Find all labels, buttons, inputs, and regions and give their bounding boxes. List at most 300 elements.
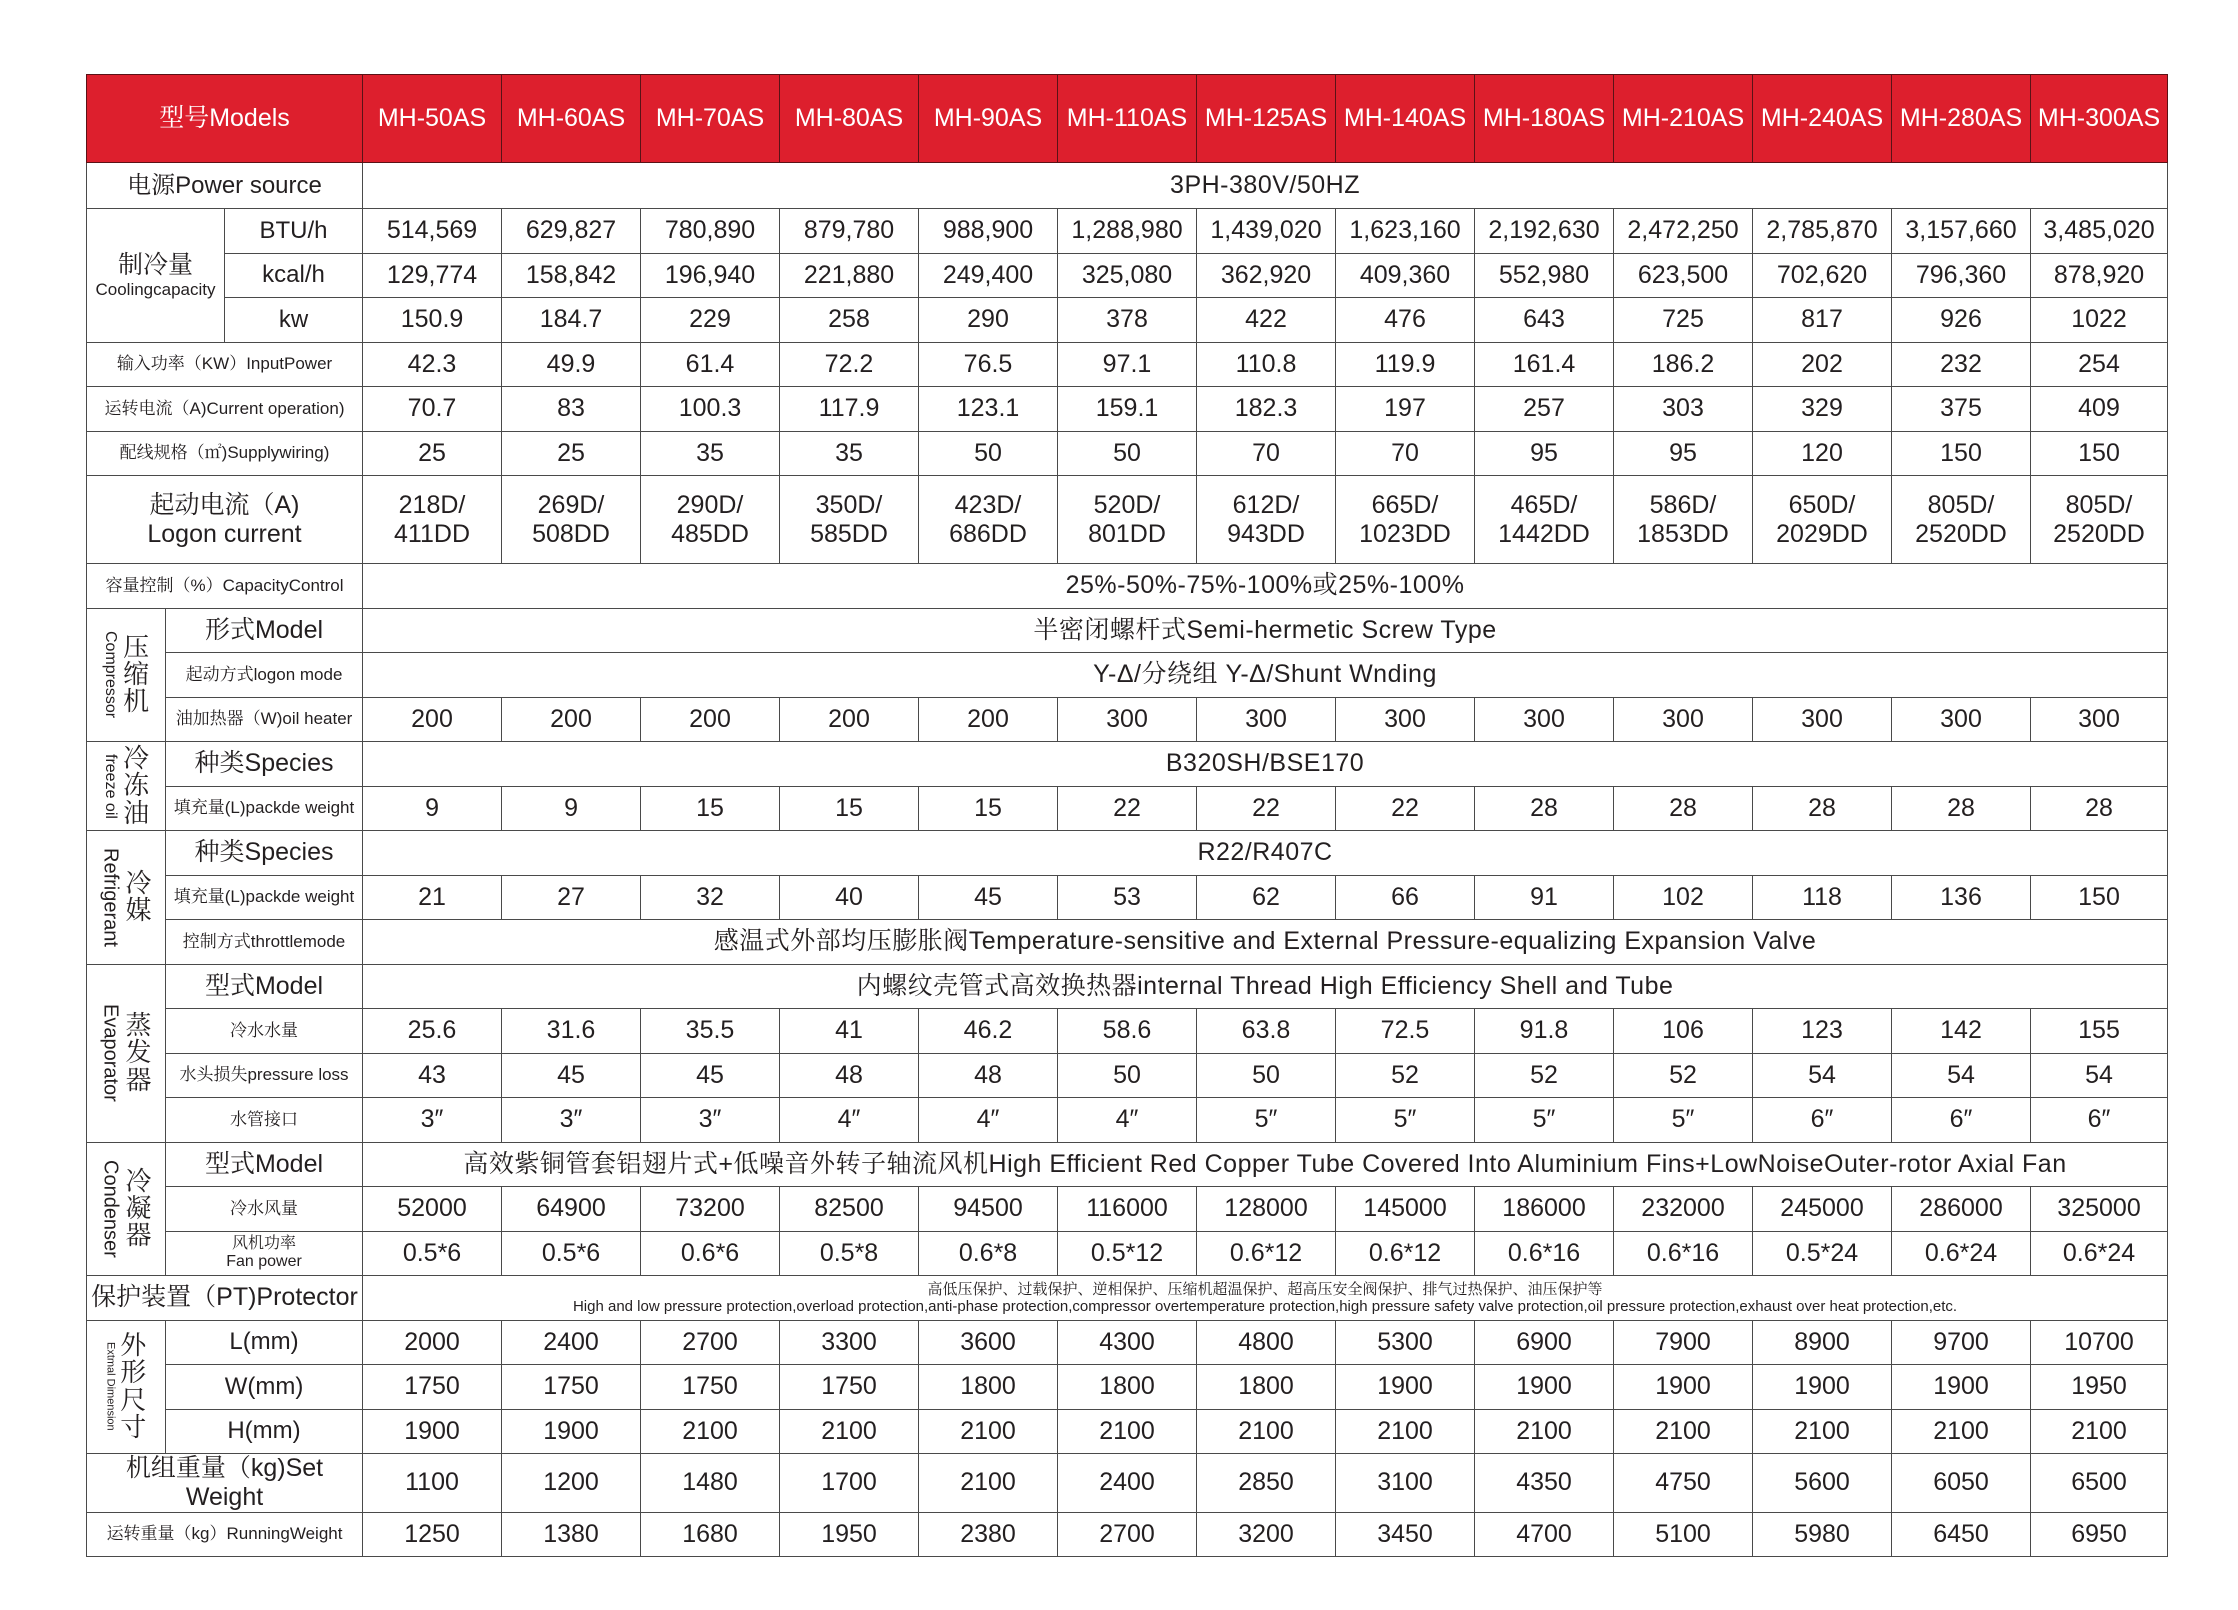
condenser-group-wrap xyxy=(87,1143,165,1276)
pressure-loss-value: 45 xyxy=(502,1053,641,1098)
pipe-value: 5″ xyxy=(1197,1098,1336,1143)
table-row xyxy=(87,1098,2168,1143)
oil-weight-label: 填充量(L)packde weight xyxy=(166,786,363,831)
table-row xyxy=(87,964,2168,1009)
water-flow-value: 123 xyxy=(1753,1009,1892,1054)
logon-current-value xyxy=(1753,476,1892,564)
fan-power-value: 0.6*6 xyxy=(641,1231,780,1276)
table-row xyxy=(87,1454,2168,1513)
current-operation-value: 123.1 xyxy=(919,387,1058,432)
set-weight-value: 1100 xyxy=(363,1454,502,1513)
logon-current-value xyxy=(641,476,780,564)
pipe-value: 3″ xyxy=(502,1098,641,1143)
water-flow-value: 58.6 xyxy=(1058,1009,1197,1054)
pressure-loss-value: 54 xyxy=(1753,1053,1892,1098)
air-flow-value: 145000 xyxy=(1336,1187,1475,1232)
kcal-value: 796,360 xyxy=(1892,253,2031,298)
refrigerant-weight-value: 40 xyxy=(780,875,919,920)
evaporator-group-wrap xyxy=(87,965,165,1142)
current-operation-value: 329 xyxy=(1753,387,1892,432)
model-header: MH-180AS xyxy=(1475,75,1614,163)
logon-current-value xyxy=(1197,476,1336,564)
running-weight-value: 3450 xyxy=(1336,1512,1475,1557)
current-operation-value: 159.1 xyxy=(1058,387,1197,432)
logon-current-bottom: 508DD xyxy=(532,519,610,548)
set-weight-value: 2850 xyxy=(1197,1454,1336,1513)
length-value: 5300 xyxy=(1336,1320,1475,1365)
model-header: MH-110AS xyxy=(1058,75,1197,163)
air-flow-value: 116000 xyxy=(1058,1187,1197,1232)
refrigerant-weight-label: 填充量(L)packde weight xyxy=(166,875,363,920)
width-value: 1750 xyxy=(502,1365,641,1410)
input-power-value: 97.1 xyxy=(1058,342,1197,387)
supply-wiring-value: 70 xyxy=(1197,431,1336,476)
compressor-label-cn: 压缩机 xyxy=(123,631,150,717)
running-weight-value: 3200 xyxy=(1197,1512,1336,1557)
width-value: 1900 xyxy=(1336,1365,1475,1410)
pipe-value: 3″ xyxy=(363,1098,502,1143)
oil-heater-value: 300 xyxy=(1197,697,1336,742)
water-flow-value: 35.5 xyxy=(641,1009,780,1054)
kw-value: 422 xyxy=(1197,298,1336,343)
table-row xyxy=(87,786,2168,831)
input-power-value: 42.3 xyxy=(363,342,502,387)
refrigerant-weight-value: 53 xyxy=(1058,875,1197,920)
fan-power-value: 0.5*6 xyxy=(363,1231,502,1276)
btu-value: 879,780 xyxy=(780,209,919,254)
fan-power-value: 0.5*12 xyxy=(1058,1231,1197,1276)
btu-value: 3,157,660 xyxy=(1892,209,2031,254)
width-value: 1900 xyxy=(1475,1365,1614,1410)
freeze-oil-label-cn: 冷冻油 xyxy=(123,743,150,828)
length-value: 7900 xyxy=(1614,1320,1753,1365)
oil-weight-value: 9 xyxy=(363,786,502,831)
air-flow-value: 245000 xyxy=(1753,1187,1892,1232)
current-operation-value: 303 xyxy=(1614,387,1753,432)
height-value: 2100 xyxy=(1058,1409,1197,1454)
kcal-label: kcal/h xyxy=(225,253,363,298)
oil-heater-value: 300 xyxy=(1058,697,1197,742)
width-value: 1800 xyxy=(919,1365,1058,1410)
logon-current-bottom: 585DD xyxy=(810,519,888,548)
table-row xyxy=(87,431,2168,476)
supply-wiring-value: 150 xyxy=(1892,431,2031,476)
kw-value: 1022 xyxy=(2031,298,2168,343)
length-value: 8900 xyxy=(1753,1320,1892,1365)
running-weight-value: 6950 xyxy=(2031,1512,2168,1557)
model-header: MH-80AS xyxy=(780,75,919,163)
table-row xyxy=(87,342,2168,387)
length-value: 2000 xyxy=(363,1320,502,1365)
pipe-value: 5″ xyxy=(1336,1098,1475,1143)
length-value: 2400 xyxy=(502,1320,641,1365)
fan-power-value: 0.6*16 xyxy=(1475,1231,1614,1276)
btu-label: BTU/h xyxy=(225,209,363,254)
height-label: H(mm) xyxy=(166,1409,363,1454)
logon-current-bottom: 2520DD xyxy=(2053,519,2145,548)
input-power-value: 61.4 xyxy=(641,342,780,387)
water-flow-value: 106 xyxy=(1614,1009,1753,1054)
running-weight-label: 运转重量（kg）RunningWeight xyxy=(87,1512,363,1557)
height-value: 2100 xyxy=(1475,1409,1614,1454)
oil-weight-value: 28 xyxy=(1475,786,1614,831)
refrigerant-weight-value: 150 xyxy=(2031,875,2168,920)
input-power-value: 119.9 xyxy=(1336,342,1475,387)
logon-current-top: 650D/ xyxy=(1788,490,1856,519)
kw-value: 150.9 xyxy=(363,298,502,343)
compressor-model-value: 半密闭螺杆式Semi-hermetic Screw Type xyxy=(363,608,2168,653)
current-operation-value: 375 xyxy=(1892,387,2031,432)
running-weight-value: 4700 xyxy=(1475,1512,1614,1557)
logon-mode-value: Y-Δ/分绕组 Y-Δ/Shunt Wnding xyxy=(363,653,2168,698)
oil-heater-value: 300 xyxy=(1753,697,1892,742)
cooling-capacity-label xyxy=(87,209,225,343)
water-flow-label: 冷水水量 xyxy=(166,1009,363,1054)
pipe-value: 4″ xyxy=(1058,1098,1197,1143)
input-power-value: 254 xyxy=(2031,342,2168,387)
table-row xyxy=(87,253,2168,298)
evaporator-label-en: Evaporator xyxy=(99,1004,122,1102)
logon-current-top: 465D/ xyxy=(1510,490,1578,519)
pressure-loss-value: 52 xyxy=(1614,1053,1753,1098)
btu-value: 1,439,020 xyxy=(1197,209,1336,254)
set-weight-label: 机组重量（kg)Set Weight xyxy=(87,1454,363,1513)
refrigerant-weight-value: 62 xyxy=(1197,875,1336,920)
supply-wiring-value: 150 xyxy=(2031,431,2168,476)
width-value: 1900 xyxy=(1753,1365,1892,1410)
oil-species-value: B320SH/BSE170 xyxy=(363,742,2168,787)
refrigerant-species-label: 种类Species xyxy=(166,831,363,876)
oil-heater-value: 200 xyxy=(780,697,919,742)
current-operation-value: 197 xyxy=(1336,387,1475,432)
logon-current-top: 290D/ xyxy=(676,490,744,519)
running-weight-value: 5980 xyxy=(1753,1512,1892,1557)
logon-current-value xyxy=(1475,476,1614,564)
table-row xyxy=(87,1231,2168,1276)
running-weight-value: 6450 xyxy=(1892,1512,2031,1557)
logon-current-bottom: 943DD xyxy=(1227,519,1305,548)
logon-current-label xyxy=(87,476,363,564)
height-value: 2100 xyxy=(1892,1409,2031,1454)
btu-value: 780,890 xyxy=(641,209,780,254)
set-weight-value: 6050 xyxy=(1892,1454,2031,1513)
evaporator-model-value: 内螺纹壳管式高效换热器internal Thread High Efficiency Shell and Tube xyxy=(363,964,2168,1009)
table-row xyxy=(87,608,2168,653)
refrigerant-weight-value: 45 xyxy=(919,875,1058,920)
set-weight-value: 5600 xyxy=(1753,1454,1892,1513)
width-label: W(mm) xyxy=(166,1365,363,1410)
protector-value xyxy=(363,1276,2168,1321)
fan-power-value: 0.6*24 xyxy=(1892,1231,2031,1276)
kw-value: 229 xyxy=(641,298,780,343)
fan-power-value: 0.6*24 xyxy=(2031,1231,2168,1276)
water-flow-value: 41 xyxy=(780,1009,919,1054)
capacity-control-label: 容量控制（%）CapacityControl xyxy=(87,564,363,609)
logon-current-bottom: 1442DD xyxy=(1498,519,1590,548)
current-operation-value: 409 xyxy=(2031,387,2168,432)
set-weight-value: 3100 xyxy=(1336,1454,1475,1513)
fan-power-value: 0.6*16 xyxy=(1614,1231,1753,1276)
dimension-group-wrap xyxy=(87,1321,165,1454)
btu-value: 3,485,020 xyxy=(2031,209,2168,254)
width-value: 1950 xyxy=(2031,1365,2168,1410)
oil-heater-value: 200 xyxy=(919,697,1058,742)
air-flow-value: 325000 xyxy=(2031,1187,2168,1232)
water-flow-value: 72.5 xyxy=(1336,1009,1475,1054)
width-value: 1750 xyxy=(363,1365,502,1410)
current-operation-value: 83 xyxy=(502,387,641,432)
pressure-loss-value: 48 xyxy=(780,1053,919,1098)
fan-power-value: 0.6*12 xyxy=(1336,1231,1475,1276)
condenser-model-value: 高效紫铜管套铝翅片式+低噪音外转子轴流风机High Efficient Red Copper Tube Covered Into Aluminium Fins+LowNoiseOuter-rotor Axial Fan xyxy=(363,1142,2168,1187)
condenser-label-cn: 冷凝器 xyxy=(125,1165,152,1251)
air-flow-value: 186000 xyxy=(1475,1187,1614,1232)
compressor-group-label xyxy=(87,608,166,742)
height-value: 2100 xyxy=(2031,1409,2168,1454)
current-operation-value: 182.3 xyxy=(1197,387,1336,432)
btu-value: 2,192,630 xyxy=(1475,209,1614,254)
model-header: MH-240AS xyxy=(1753,75,1892,163)
capacity-control-value: 25%-50%-75%-100%或25%-100% xyxy=(363,564,2168,609)
refrigerant-species-value: R22/R407C xyxy=(363,831,2168,876)
water-flow-value: 91.8 xyxy=(1475,1009,1614,1054)
set-weight-value: 4350 xyxy=(1475,1454,1614,1513)
running-weight-value: 2700 xyxy=(1058,1512,1197,1557)
oil-weight-value: 28 xyxy=(1753,786,1892,831)
kw-value: 290 xyxy=(919,298,1058,343)
spec-table xyxy=(86,74,2168,1557)
height-value: 2100 xyxy=(780,1409,919,1454)
power-source-value: 3PH-380V/50HZ xyxy=(363,163,2168,209)
condenser-group-label xyxy=(87,1142,166,1276)
oil-weight-value: 15 xyxy=(919,786,1058,831)
running-weight-value: 1950 xyxy=(780,1512,919,1557)
air-flow-value: 94500 xyxy=(919,1187,1058,1232)
table-row xyxy=(87,476,2168,564)
water-flow-value: 142 xyxy=(1892,1009,2031,1054)
cooling-label-cn: 制冷量 xyxy=(117,251,193,280)
air-flow-value: 128000 xyxy=(1197,1187,1336,1232)
kcal-value: 325,080 xyxy=(1058,253,1197,298)
length-value: 3300 xyxy=(780,1320,919,1365)
kcal-value: 249,400 xyxy=(919,253,1058,298)
oil-weight-value: 15 xyxy=(641,786,780,831)
evaporator-model-label: 型式Model xyxy=(166,964,363,1009)
table-row xyxy=(87,1365,2168,1410)
logon-current-top: 805D/ xyxy=(2065,490,2133,519)
kcal-value: 552,980 xyxy=(1475,253,1614,298)
width-value: 1750 xyxy=(641,1365,780,1410)
model-header: MH-210AS xyxy=(1614,75,1753,163)
btu-value: 514,569 xyxy=(363,209,502,254)
kcal-value: 878,920 xyxy=(2031,253,2168,298)
model-header: MH-60AS xyxy=(502,75,641,163)
table-row xyxy=(87,1320,2168,1365)
supply-wiring-value: 95 xyxy=(1475,431,1614,476)
protector-text-en: High and low pressure protection,overload protection,anti-phase protection,compressor overtemperature protection,high pressure safety valve protection,oil pressure protection,exhaust over heat protection,etc. xyxy=(572,1297,1958,1315)
air-flow-value: 64900 xyxy=(502,1187,641,1232)
oil-heater-value: 200 xyxy=(641,697,780,742)
kw-value: 817 xyxy=(1753,298,1892,343)
logon-current-top: 350D/ xyxy=(815,490,883,519)
width-value: 1900 xyxy=(1614,1365,1753,1410)
freeze-oil-label-en: freeze oil xyxy=(102,753,120,819)
supply-wiring-value: 25 xyxy=(363,431,502,476)
height-value: 1900 xyxy=(502,1409,641,1454)
air-flow-value: 286000 xyxy=(1892,1187,2031,1232)
fan-power-label-en: Fan power xyxy=(226,1253,302,1271)
length-label: L(mm) xyxy=(166,1320,363,1365)
btu-value: 2,785,870 xyxy=(1753,209,1892,254)
supply-wiring-value: 50 xyxy=(919,431,1058,476)
fan-power-value: 0.5*6 xyxy=(502,1231,641,1276)
supply-wiring-value: 35 xyxy=(641,431,780,476)
pipe-value: 6″ xyxy=(2031,1098,2168,1143)
running-weight-value: 2380 xyxy=(919,1512,1058,1557)
logon-current-value xyxy=(502,476,641,564)
length-value: 6900 xyxy=(1475,1320,1614,1365)
oil-weight-value: 22 xyxy=(1197,786,1336,831)
model-header: MH-50AS xyxy=(363,75,502,163)
kw-value: 476 xyxy=(1336,298,1475,343)
model-header: MH-70AS xyxy=(641,75,780,163)
logon-current-bottom: 801DD xyxy=(1088,519,1166,548)
logon-current-value xyxy=(1058,476,1197,564)
logon-current-top: 665D/ xyxy=(1371,490,1439,519)
height-value: 2100 xyxy=(1336,1409,1475,1454)
set-weight-value: 1700 xyxy=(780,1454,919,1513)
supply-wiring-value: 25 xyxy=(502,431,641,476)
table-row xyxy=(87,697,2168,742)
refrigerant-weight-value: 27 xyxy=(502,875,641,920)
oil-heater-label: 油加热器（W)oil heater xyxy=(166,697,363,742)
logon-current-label-cn: 起动电流（A) xyxy=(149,490,300,519)
water-flow-value: 25.6 xyxy=(363,1009,502,1054)
logon-current-value xyxy=(1892,476,2031,564)
oil-heater-value: 300 xyxy=(1892,697,2031,742)
logon-current-bottom: 686DD xyxy=(949,519,1027,548)
table-row xyxy=(87,1142,2168,1187)
btu-value: 629,827 xyxy=(502,209,641,254)
logon-current-top: 586D/ xyxy=(1649,490,1717,519)
pressure-loss-value: 50 xyxy=(1058,1053,1197,1098)
length-value: 4800 xyxy=(1197,1320,1336,1365)
compressor-model-label: 形式Model xyxy=(166,608,363,653)
pressure-loss-value: 52 xyxy=(1336,1053,1475,1098)
evaporator-group-label xyxy=(87,964,166,1142)
length-value: 10700 xyxy=(2031,1320,2168,1365)
height-value: 2100 xyxy=(1753,1409,1892,1454)
kw-value: 184.7 xyxy=(502,298,641,343)
logon-current-label-en: Logon current xyxy=(147,519,302,548)
logon-current-top: 218D/ xyxy=(398,490,466,519)
kw-value: 643 xyxy=(1475,298,1614,343)
condenser-label-en: Condenser xyxy=(99,1159,122,1258)
table-row xyxy=(87,742,2168,787)
logon-current-bottom: 2520DD xyxy=(1915,519,2007,548)
current-operation-value: 117.9 xyxy=(780,387,919,432)
air-flow-value: 73200 xyxy=(641,1187,780,1232)
input-power-value: 110.8 xyxy=(1197,342,1336,387)
set-weight-value: 6500 xyxy=(2031,1454,2168,1513)
supply-wiring-value: 35 xyxy=(780,431,919,476)
kcal-value: 221,880 xyxy=(780,253,919,298)
pressure-loss-value: 45 xyxy=(641,1053,780,1098)
logon-current-bottom: 485DD xyxy=(671,519,749,548)
oil-weight-value: 28 xyxy=(1892,786,2031,831)
table-row xyxy=(87,1187,2168,1232)
refrigerant-group-wrap xyxy=(87,831,165,964)
table-row xyxy=(87,163,2168,209)
btu-value: 988,900 xyxy=(919,209,1058,254)
kw-label: kw xyxy=(225,298,363,343)
logon-current-bottom: 411DD xyxy=(394,519,470,548)
supply-wiring-value: 120 xyxy=(1753,431,1892,476)
throttle-label: 控制方式throttlemode xyxy=(166,920,363,965)
supply-wiring-value: 50 xyxy=(1058,431,1197,476)
logon-current-bottom: 1023DD xyxy=(1359,519,1451,548)
oil-heater-value: 200 xyxy=(502,697,641,742)
kcal-value: 362,920 xyxy=(1197,253,1336,298)
refrigerant-label-cn: 冷媒 xyxy=(125,867,152,926)
length-value: 3600 xyxy=(919,1320,1058,1365)
fan-power-value: 0.5*8 xyxy=(780,1231,919,1276)
current-operation-label: 运转电流（A)Current operation) xyxy=(87,387,363,432)
table-row xyxy=(87,1512,2168,1557)
input-power-value: 186.2 xyxy=(1614,342,1753,387)
logon-current-top: 520D/ xyxy=(1093,490,1161,519)
pressure-loss-value: 52 xyxy=(1475,1053,1614,1098)
set-weight-value: 1200 xyxy=(502,1454,641,1513)
refrigerant-weight-value: 136 xyxy=(1892,875,2031,920)
width-value: 1900 xyxy=(1892,1365,2031,1410)
throttle-value: 感温式外部均压膨胀阀Temperature-sensitive and External Pressure-equalizing Expansion Valve xyxy=(363,920,2168,965)
table-row xyxy=(87,653,2168,698)
fan-power-value: 0.5*24 xyxy=(1753,1231,1892,1276)
input-power-label: 输入功率（KW）InputPower xyxy=(87,342,363,387)
table-row xyxy=(87,1276,2168,1321)
input-power-value: 202 xyxy=(1753,342,1892,387)
dimension-group-label xyxy=(87,1320,166,1454)
pressure-loss-value: 43 xyxy=(363,1053,502,1098)
width-value: 1800 xyxy=(1197,1365,1336,1410)
input-power-value: 72.2 xyxy=(780,342,919,387)
oil-weight-value: 28 xyxy=(1614,786,1753,831)
oil-heater-value: 200 xyxy=(363,697,502,742)
freeze-oil-group-wrap xyxy=(87,742,165,830)
oil-heater-value: 300 xyxy=(2031,697,2168,742)
model-header: MH-90AS xyxy=(919,75,1058,163)
supply-wiring-value: 70 xyxy=(1336,431,1475,476)
refrigerant-group-label xyxy=(87,831,166,965)
condenser-model-label: 型式Model xyxy=(166,1142,363,1187)
kw-value: 725 xyxy=(1614,298,1753,343)
pipe-label: 水管接口 xyxy=(166,1098,363,1143)
oil-heater-value: 300 xyxy=(1336,697,1475,742)
refrigerant-weight-value: 21 xyxy=(363,875,502,920)
logon-current-value xyxy=(2031,476,2168,564)
logon-current-top: 805D/ xyxy=(1927,490,1995,519)
fan-power-label-cn: 风机功率 xyxy=(232,1234,297,1252)
width-value: 1750 xyxy=(780,1365,919,1410)
logon-current-value xyxy=(1614,476,1753,564)
protector-text-cn: 高低压保护、过载保护、逆相保护、压缩机超温保护、超高压安全阀保护、排气过热保护、油压保护等 xyxy=(927,1280,1603,1298)
table-row xyxy=(87,75,2168,163)
kcal-value: 196,940 xyxy=(641,253,780,298)
oil-heater-value: 300 xyxy=(1614,697,1753,742)
table-row xyxy=(87,209,2168,254)
pipe-value: 4″ xyxy=(780,1098,919,1143)
